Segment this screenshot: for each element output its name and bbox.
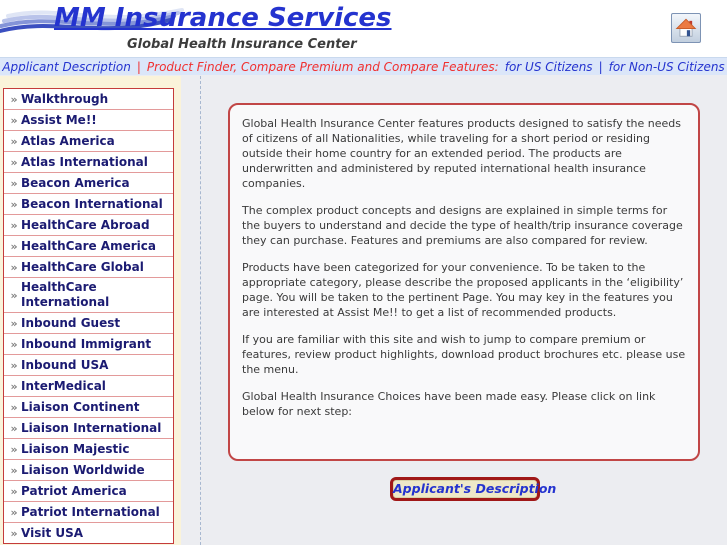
vertical-divider: [200, 76, 201, 545]
header: [0, 0, 727, 58]
sidebar-item[interactable]: [4, 334, 173, 355]
nav-label-product-finder: Product Finder, Compare Premium and Compare Features:: [146, 59, 499, 74]
sidebar-item[interactable]: [4, 278, 173, 313]
sidebar-item-label: Beacon America: [21, 175, 130, 190]
chevron-right-icon: »: [10, 155, 18, 169]
sidebar-item[interactable]: [4, 355, 173, 376]
sidebar-item[interactable]: [4, 460, 173, 481]
chevron-right-icon: »: [10, 134, 18, 148]
paragraph: The complex product concepts and designs are explained in simple terms for the buyers to understand and decide the type of health/trip insurance coverage they can purchase. Features and premiums are also compared for review.: [242, 204, 683, 247]
nav-separator: |: [598, 59, 603, 74]
site-subtitle: Global Health Insurance Center: [127, 37, 357, 52]
sidebar-item-label: Assist Me!!: [21, 112, 97, 127]
sidebar-item-label: InterMedical: [21, 378, 106, 393]
sidebar-item[interactable]: [4, 152, 173, 173]
sidebar-item[interactable]: [4, 523, 173, 543]
chevron-right-icon: »: [10, 218, 18, 232]
sidebar-item[interactable]: [4, 110, 173, 131]
chevron-right-icon: »: [10, 288, 18, 302]
sidebar-item-label: Liaison Worldwide: [21, 462, 145, 477]
sidebar-item-label: Inbound Immigrant: [21, 336, 152, 351]
sidebar-item-label: Patriot America: [21, 483, 127, 498]
chevron-right-icon: »: [10, 379, 18, 393]
sidebar-item-label: HealthCare International: [21, 280, 110, 309]
chevron-right-icon: »: [10, 421, 18, 435]
sidebar-item[interactable]: [4, 502, 173, 523]
chevron-right-icon: »: [10, 337, 18, 351]
sidebar-item-label: Liaison Continent: [21, 399, 140, 414]
nav-link-us-citizens[interactable]: for US Citizens: [504, 59, 593, 74]
chevron-right-icon: »: [10, 484, 18, 498]
sidebar-item[interactable]: [4, 257, 173, 278]
paragraph: Global Health Insurance Choices have been made easy. Please click on link below for next step:: [242, 390, 656, 418]
nav-link-applicant-description[interactable]: Applicant Description: [2, 59, 131, 74]
sidebar-item[interactable]: [4, 194, 173, 215]
sidebar-item[interactable]: [4, 439, 173, 460]
nav-separator: |: [136, 59, 141, 74]
chevron-right-icon: »: [10, 92, 18, 106]
chevron-right-icon: »: [10, 442, 18, 456]
home-icon: [675, 17, 697, 39]
top-navigation: [0, 58, 727, 75]
sidebar-item[interactable]: [4, 131, 173, 152]
sidebar-item[interactable]: [4, 313, 173, 334]
sidebar-item-label: Patriot International: [21, 504, 160, 519]
chevron-right-icon: »: [10, 316, 18, 330]
paragraph: If you are familiar with this site and wish to jump to compare premium or features, review product highlights, download product brochures etc. please use the menu.: [242, 333, 686, 376]
sidebar-item[interactable]: [4, 418, 173, 439]
paragraph: Products have been categorized for your convenience. To be taken to the appropriate category, please describe the proposed applicants in the ‘eligibility’ page. You will be taken to the pertinent Page. You may key in the features you are interested at Assist Me!! to get a list of recommended products.: [242, 261, 684, 319]
sidebar-item-label: Atlas America: [21, 133, 115, 148]
sidebar-item-label: Inbound Guest: [21, 315, 121, 330]
sidebar-item[interactable]: [4, 481, 173, 502]
sidebar-item-label: Atlas International: [21, 154, 148, 169]
chevron-right-icon: »: [10, 505, 18, 519]
chevron-right-icon: »: [10, 463, 18, 477]
chevron-right-icon: »: [10, 176, 18, 190]
chevron-right-icon: »: [10, 239, 18, 253]
sidebar-item-label: Walkthrough: [21, 91, 109, 106]
chevron-right-icon: »: [10, 260, 18, 274]
chevron-right-icon: »: [10, 526, 18, 540]
sidebar-item[interactable]: [4, 397, 173, 418]
applicants-description-button[interactable]: Applicant's Description: [390, 477, 540, 501]
chevron-right-icon: »: [10, 197, 18, 211]
chevron-right-icon: »: [10, 400, 18, 414]
site-title[interactable]: MM Insurance Services: [54, 3, 392, 33]
sidebar-item-label: Beacon International: [21, 196, 163, 211]
sidebar-item-label: HealthCare Abroad: [21, 217, 150, 232]
sidebar-item-label: Visit USA: [21, 525, 84, 540]
paragraph: Global Health Insurance Center features products designed to satisfy the needs of citizens of all Nationalities, while traveling for a short period or residing outside their home country for an extended period. The products are underwritten and administered by reputed international health insurance companies.: [242, 117, 681, 190]
sidebar-item-label: Liaison International: [21, 420, 162, 435]
content-panel: [228, 103, 700, 461]
sidebar-item-label: HealthCare America: [21, 238, 156, 253]
sidebar-item[interactable]: [4, 236, 173, 257]
sidebar-item[interactable]: [4, 173, 173, 194]
sidebar-item[interactable]: [4, 376, 173, 397]
home-button[interactable]: [671, 13, 701, 43]
sidebar-menu: [3, 88, 174, 544]
sidebar-item-label: Liaison Majestic: [21, 441, 130, 456]
sidebar-item-label: Inbound USA: [21, 357, 109, 372]
chevron-right-icon: »: [10, 113, 18, 127]
nav-link-non-us-citizens[interactable]: for Non-US Citizens: [608, 59, 725, 74]
sidebar-item-label: HealthCare Global: [21, 259, 144, 274]
sidebar-item[interactable]: [4, 215, 173, 236]
chevron-right-icon: »: [10, 358, 18, 372]
sidebar-item[interactable]: [4, 89, 173, 110]
